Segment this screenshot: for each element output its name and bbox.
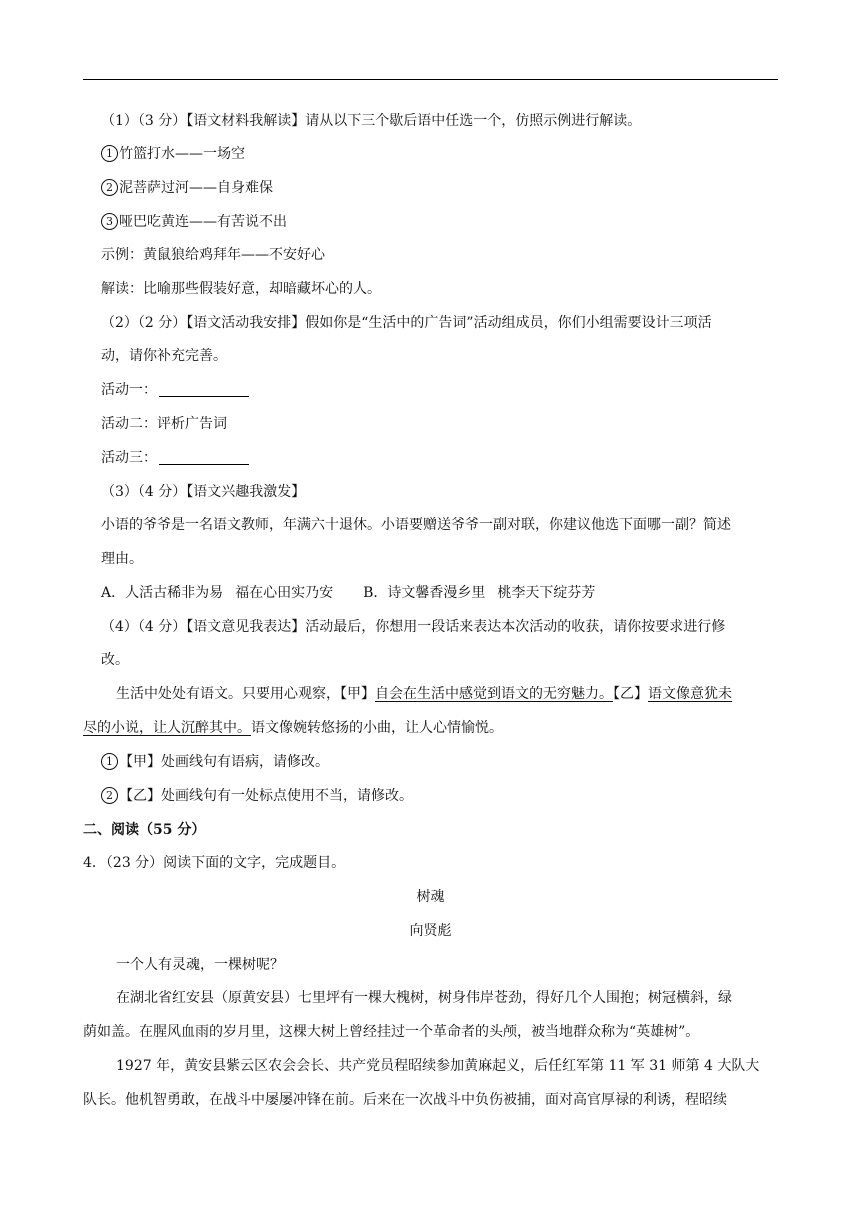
q1-option-2-text: 泥菩萨过河——自身难保 — [119, 180, 273, 196]
q4-title-line1: （4）（4 分）【语文意见我表达】活动最后，你想用一段话来表达本次活动的收获，请你按要求进行修 — [101, 619, 726, 635]
article-paragraph-2-line2: 荫如盖。在腥风血雨的岁月里，这棵大树上曾经挂过一个革命者的头颅，被当地群众称为“英雄树”。 — [83, 1024, 700, 1040]
article-paragraph-1: 一个人有灵魂，一棵树呢？ — [116, 957, 284, 973]
article-title: 树魂 — [416, 889, 445, 905]
section-heading: 二、阅读（55 分） — [83, 822, 206, 838]
article-paragraph-3-line1: 1927 年，黄安县紫云区农会会长、共产党员程昭续参加黄麻起义，后任红军第 11 军 31 师第 4 大队大 — [116, 1058, 760, 1074]
q3-title: （3）（4 分）【语文兴趣我激发】 — [101, 484, 306, 500]
answer-blank[interactable] — [159, 382, 249, 397]
q2-title-line2: 动，请你补充完善。 — [101, 348, 227, 364]
q4-sub-1 — [101, 752, 329, 772]
q2-activity-1-label: 活动一： — [101, 382, 157, 398]
q5-intro: 4．（23 分）阅读下面的文字，完成题目。 — [83, 855, 346, 871]
q1-option-1-text: 竹篮打水——一场空 — [119, 146, 245, 162]
q1-explain: 解读：比喻那些假装好意，却暗藏坏心的人。 — [101, 281, 381, 297]
q2-activity-1 — [101, 380, 249, 400]
q4-passage-line2 — [83, 718, 503, 738]
q1-option-3-text: 哑巴吃黄连——有苦说不出 — [119, 214, 287, 230]
q1-option-3 — [101, 212, 287, 232]
circled-number: 2 — [101, 787, 118, 804]
article-paragraph-2-line1: 在湖北省红安县（原黄安县）七里坪有一棵大槐树，树身伟岸苍劲，得好几个人围抱；树冠横斜，绿 — [116, 990, 732, 1006]
q1-title: （1）（3 分）【语文材料我解读】请从以下三个歇后语中任选一个，仿照示例进行解读。 — [101, 113, 642, 129]
circled-number: 3 — [101, 213, 118, 230]
q3-option-b-line1: B．诗文馨香漫乡里 — [363, 585, 486, 601]
q2-activity-3 — [101, 448, 249, 468]
q4-sub-1-text: 【甲】处画线句有语病，请修改。 — [119, 754, 329, 770]
underlined-sentence-yi: 语文像意犹未 — [648, 686, 732, 702]
underlined-sentence-yi: 尽的小说，让人沉醉其中。 — [83, 720, 251, 736]
q2-title-line1: （2）（2 分）【语文活动我安排】假如你是“生活中的广告词”活动组成员，你们小组需要设计三项活 — [101, 315, 712, 331]
q2-activity-2: 活动二：评析广告词 — [101, 416, 227, 432]
answer-blank[interactable] — [159, 450, 249, 465]
article-paragraph-3-line2: 队长。他机智勇敢，在战斗中屡屡冲锋在前。后来在一次战斗中负伤被捕，面对高官厚禄的利诱，程昭续 — [83, 1092, 727, 1108]
q4-title-line2: 改。 — [101, 652, 129, 668]
underlined-sentence-jia: 自会在生活中感觉到语文的无穷魅力。 — [375, 686, 613, 702]
q3-body-line2: 理由。 — [101, 551, 143, 567]
q1-option-2 — [101, 178, 273, 198]
passage-text: 语文像婉转悠扬的小曲，让人心情愉悦。 — [251, 720, 503, 736]
q3-option-a-line1: A．人活古稀非为易 — [101, 585, 224, 601]
q3-options — [101, 583, 595, 603]
q2-activity-3-label: 活动三： — [101, 450, 157, 466]
circled-number: 1 — [101, 753, 118, 770]
q3-body-line1: 小语的爷爷是一名语文教师，年满六十退休。小语要赠送爷爷一副对联，你建议他选下面哪一副？简述 — [101, 517, 731, 533]
q4-passage-line1 — [116, 684, 732, 704]
passage-text: 【乙】 — [613, 686, 648, 702]
circled-number: 1 — [101, 145, 118, 162]
passage-text: 生活中处处有语文。只要用心观察，【甲】 — [116, 686, 375, 702]
q1-example: 示例：黄鼠狼给鸡拜年——不安好心 — [101, 247, 325, 263]
article-author: 向贤彪 — [409, 923, 452, 939]
q3-option-a-line2: 福在心田实乃安 — [235, 585, 334, 601]
q4-sub-2-text: 【乙】处画线句有一处标点使用不当，请修改。 — [119, 788, 413, 804]
q1-option-1 — [101, 144, 245, 164]
q3-option-b-line2: 桃李天下绽芬芳 — [497, 585, 596, 601]
header-rule — [83, 79, 778, 80]
q4-sub-2 — [101, 786, 413, 806]
circled-number: 2 — [101, 179, 118, 196]
